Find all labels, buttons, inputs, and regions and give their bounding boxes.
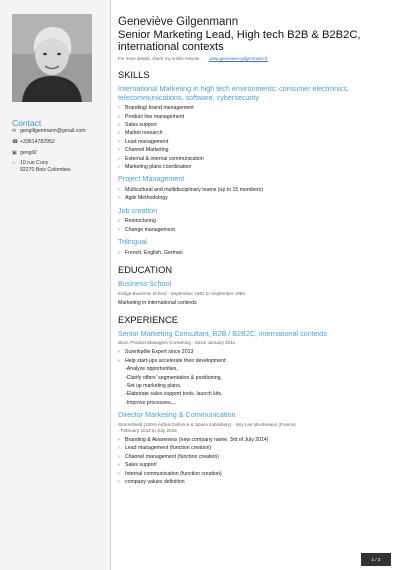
- skill-item: › Lead management: [118, 138, 400, 146]
- skill-item: › Marketing plans coordination: [118, 163, 400, 171]
- skill-item: › Branding/ brand management: [118, 104, 400, 112]
- skype-icon: ▣: [12, 149, 17, 156]
- skill-item: › Market research: [118, 129, 400, 137]
- skill-list: [118, 104, 400, 171]
- skill-item: › French, English, German: [118, 249, 400, 257]
- skill-item: › Change management: [118, 226, 400, 234]
- skill-group-title: International Marketing in high tech environments: consumer electronics, telecommunications, software, cybersecurity: [118, 84, 349, 102]
- job-duty: › Help start-ups accelerate their development: -Analyze opportunities, -Clarify offers' segmentation & positioning, -Set up marketing plans, -Elaborate sales support tools, launch kits, -Improve processes,...: [118, 357, 400, 407]
- contact-list: [12, 128, 107, 178]
- experience-jobs: [118, 330, 400, 486]
- skill-item: › Multicultural and multidisciplinary teams (up to 15 members): [118, 186, 400, 194]
- contact-value: gengil2: [20, 149, 37, 156]
- skill-item: › Product line management: [118, 113, 400, 121]
- sidebar: [0, 0, 111, 570]
- job-duties: [118, 348, 400, 407]
- skill-item: › Restructuring: [118, 217, 400, 225]
- job-meta: Stormshield (100% Airbus Defence & Space subsidiary) - Issy Les Moulineaux (France) - February 2014 to July 2016: [118, 421, 296, 433]
- skill-list: [118, 217, 400, 234]
- contact-row: [12, 160, 107, 173]
- candidate-name: Geneviève Gilgenmann: [118, 16, 239, 28]
- contact-row: [12, 150, 107, 156]
- phone-icon: ☎: [12, 138, 19, 145]
- education-meta: Kedge Business School - September 1981 to September 1984: [118, 290, 245, 296]
- skill-list: [118, 186, 400, 203]
- profile-photo: [12, 14, 92, 102]
- skill-group-title: Project Management: [118, 174, 185, 184]
- skill-list: [118, 249, 400, 257]
- page-indicator: 1 / 2: [361, 553, 391, 566]
- contact-value: genglilgenmann@gmail.com: [20, 128, 86, 134]
- contact-title: Contact: [12, 118, 42, 128]
- location-icon: ⌂: [12, 160, 16, 167]
- job-meta: akuti, Product Managers Consulting - Since January 2011: [118, 340, 236, 346]
- job-duties: [118, 436, 400, 486]
- skill-item: › Channel Marketing: [118, 146, 400, 154]
- skill-group-title: Job creation: [118, 205, 158, 215]
- job-duty: › Sales support: [118, 461, 400, 469]
- skill-item: › Agile Methodology: [118, 194, 400, 202]
- contact-row: [12, 128, 107, 134]
- job-duty: › Internal communication (function creation): [118, 470, 400, 478]
- headline: Senior Marketing Lead, High tech B2B & B2B2C, international contexts: [118, 29, 361, 53]
- job-title: Senior Marketing Consultant, B2B / B2B2C, international contexts: [118, 328, 327, 338]
- portrait-image: [12, 14, 92, 102]
- job-duty: › Channel management (function creation): [118, 453, 400, 461]
- job-duty: › company values definition: [118, 478, 400, 486]
- job-duty: › Lead management (function creation): [118, 444, 400, 452]
- details-line: [118, 56, 400, 62]
- skill-item: › Sales support: [118, 121, 400, 129]
- experience-title: EXPERIENCE: [118, 314, 178, 325]
- skill-group-title: Trilingual: [118, 237, 147, 247]
- contact-value: 10 rue Cuny 92270 Bois Colombes: [20, 160, 71, 173]
- resume-main: [118, 16, 400, 486]
- resume-link[interactable]: www.genevieve-gilgenmann.fr: [209, 56, 268, 61]
- skill-item: › External & internal communication: [118, 155, 400, 163]
- job-duty: › Scientipôle Expert since 2013: [118, 348, 400, 356]
- contact-row: [12, 139, 107, 145]
- job-title: Director Marketing & Communication: [118, 410, 236, 420]
- contact-value: +33614782952: [20, 138, 55, 145]
- education-school: Business School: [118, 279, 172, 289]
- skills-title: SKILLS: [118, 70, 150, 80]
- email-icon: ✉: [12, 128, 17, 134]
- skills-groups: [118, 85, 400, 257]
- education-desc: Marketing in international contexts: [118, 299, 197, 306]
- job-duty: › Branding & Awareness (new company name, 3rd of July 2014): [118, 436, 400, 444]
- education-title: EDUCATION: [118, 265, 173, 276]
- details-label: For more details, check my online resume :: [118, 56, 202, 61]
